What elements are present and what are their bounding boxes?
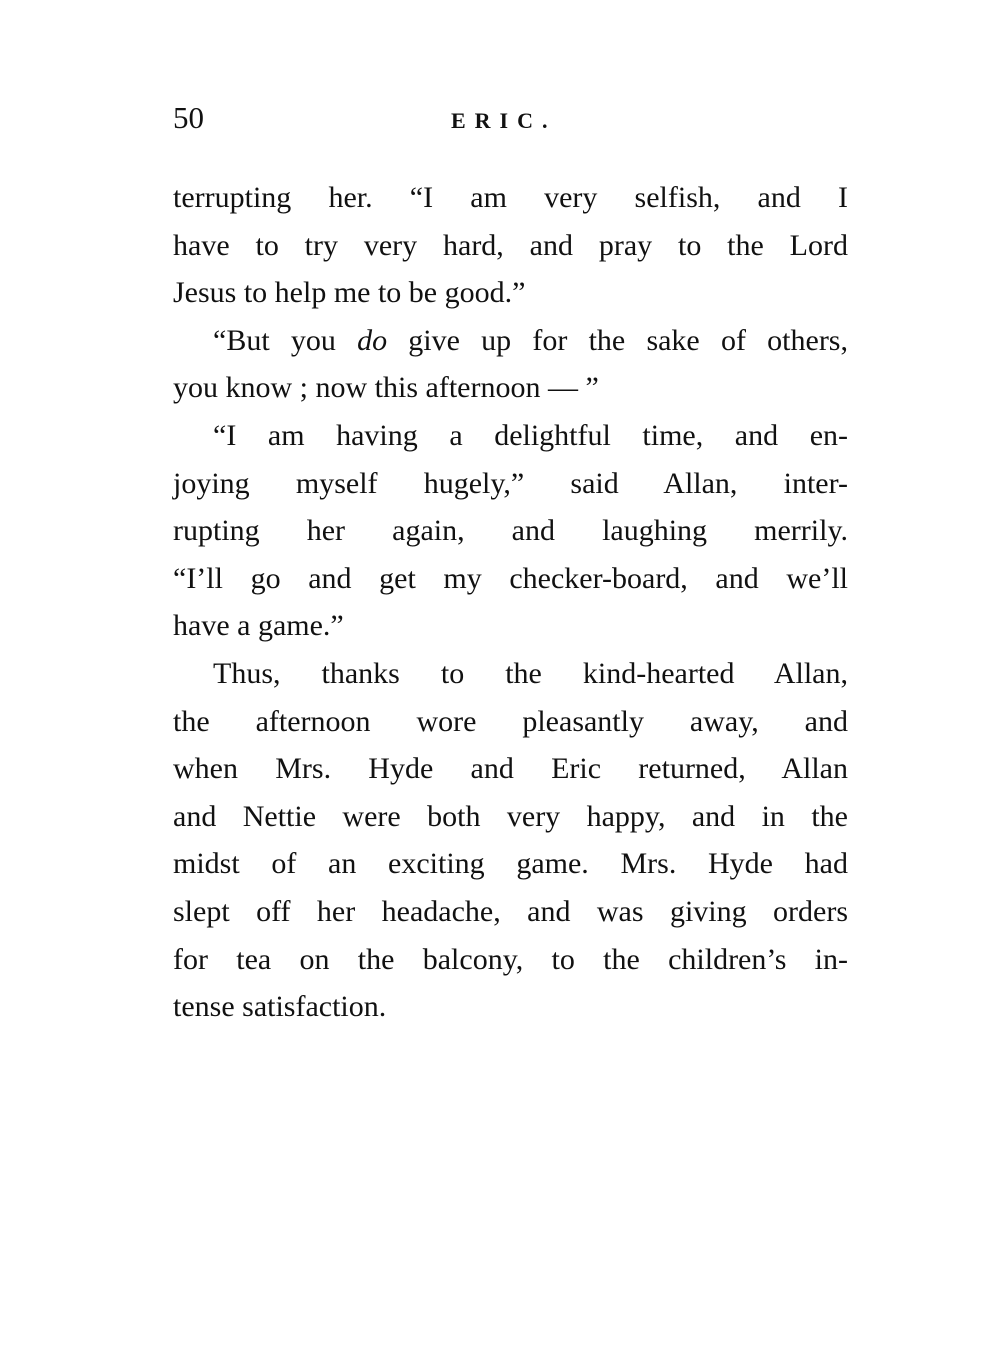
text-line: have a game.” bbox=[173, 609, 344, 643]
running-title: ERIC. bbox=[451, 108, 557, 133]
text-line: for tea on the balcony, to the children’s in- bbox=[173, 942, 848, 976]
text-line: “I am having a delightful time, and en- bbox=[213, 418, 848, 452]
text-line: rupting her again, and laughing merrily. bbox=[173, 514, 848, 548]
text-line: when Mrs. Hyde and Eric returned, Allan bbox=[173, 752, 848, 786]
page-number: 50 bbox=[173, 100, 204, 135]
text-line: have to try very hard, and pray to the Lord bbox=[173, 228, 848, 262]
text-line: the afternoon wore pleasantly away, and bbox=[173, 704, 848, 738]
text-line: midst of an exciting game. Mrs. Hyde had bbox=[173, 847, 848, 881]
body-text bbox=[173, 174, 848, 1031]
text-line: “I’ll go and get my checker-board, and we’ll bbox=[173, 561, 848, 595]
running-header bbox=[173, 100, 848, 144]
text-line: Thus, thanks to the kind-hearted Allan, bbox=[213, 656, 848, 690]
text-line: Jesus to help me to be good.” bbox=[173, 276, 526, 310]
text-line: “But you do give up for the sake of others, bbox=[213, 323, 848, 357]
text-line: you know ; now this afternoon — ” bbox=[173, 371, 599, 405]
text-line: slept off her headache, and was giving orders bbox=[173, 894, 848, 928]
text-line: tense satisfaction. bbox=[173, 990, 387, 1024]
text-line: and Nettie were both very happy, and in the bbox=[173, 799, 848, 833]
text-line: terrupting her. “I am very selfish, and I bbox=[173, 181, 848, 214]
text-line: joying myself hugely,” said Allan, inter- bbox=[173, 466, 848, 500]
